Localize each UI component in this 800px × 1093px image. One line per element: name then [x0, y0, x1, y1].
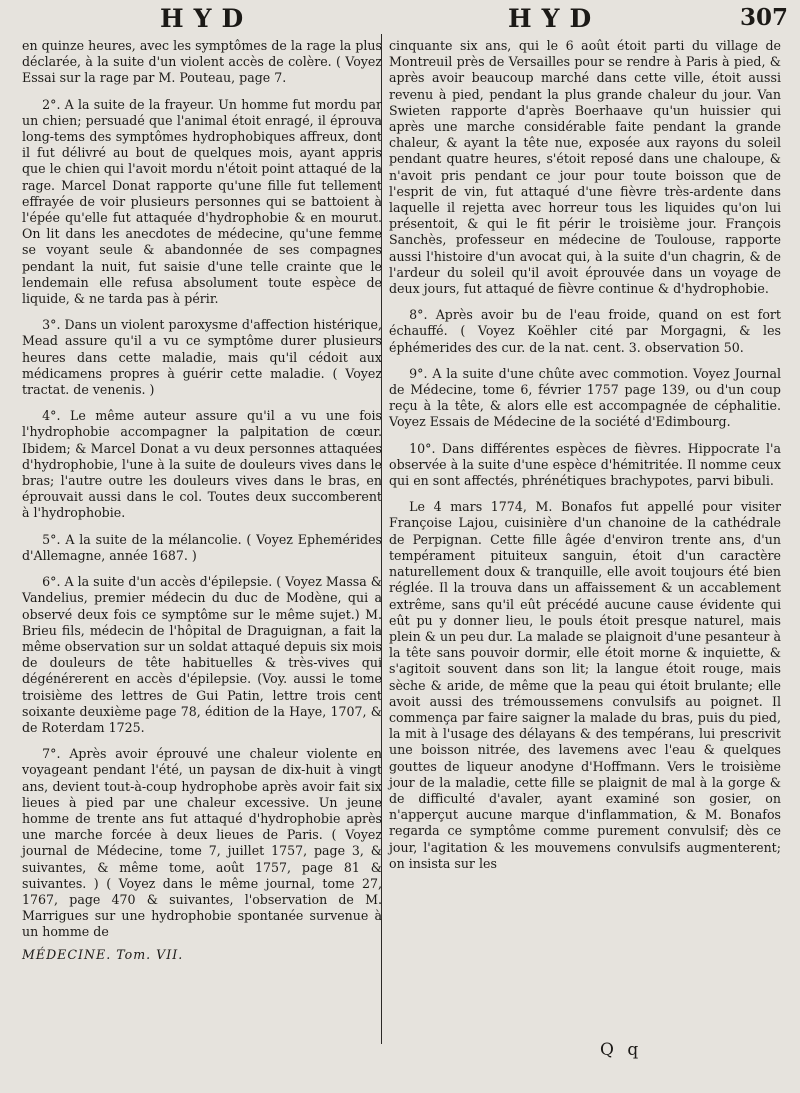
paragraph: 9°. A la suite d'une chûte avec commotion. Voyez Journal de Médecine, tome 6, février 1757 page 139, ou d'un coup reçu à la tête, & alors elle est accompagnée de céphalitie. Voyez Essais de Médecine de la société d'Edimbourg. — [389, 365, 781, 430]
running-head-right: HYD — [508, 4, 602, 33]
paragraph: 4°. Le même auteur assure qu'il a vu une fois l'hydrophobie accompagner la palpitation de cœur. Ibidem; & Marcel Donat a vu deux personnes attaquées d'hydrophobie, l'une à la suite de douleurs vives dans le bras; l'autre outre les douleurs vives dans le bras, en éprouvait aussi dans le col. Toutes deux succomberent à l'hydrophobie. — [22, 408, 382, 521]
paragraph: 10°. Dans différentes espèces de fièvres. Hippocrate l'a observée à la suite d'une espèce d'hémitritée. Il nomme ceux qui en sont affectés, phrénétiques brachypotes, parvi bibuli. — [389, 440, 781, 489]
paragraph: en quinze heures, avec les symptômes de la rage la plus déclarée, à la suite d'un violent accès de colère. ( Voyez Essai sur la rage par M. Pouteau, page 7. — [22, 38, 382, 86]
running-head-left: HYD — [160, 4, 254, 33]
paragraph: 7°. Après avoir éprouvé une chaleur violente en voyageant pendant l'été, un paysan de dix-huit à vingt ans, devient tout-à-coup hydrophobe après avoir fait six lieues à pied par une chaleur excessive. Un jeune homme de trente ans fut attaqué d'hydrophobie après une marche forcée à deux lieues de Paris. ( Voyez journal de Médecine, tome 7, juillet 1757, page 3, & suivantes, & même tome, août 1757, page 81 & suivantes. ) ( Voyez dans le même journal, tome 27, 1767, page 470 & suivantes, l'observation de M. Marrigues sur une hydrophobie spontanée survenue à un homme de — [22, 746, 382, 940]
volume-footer: MÉDECINE. Tom. VII. — [22, 946, 184, 962]
paragraph: 8°. Après avoir bu de l'eau froide, quand on est fort échauffé. ( Voyez Koëhler cité par Morgagni, & les éphémerides des cur. de la nat. cent. 3. observation 50. — [389, 307, 781, 355]
right-column — [389, 38, 781, 882]
paragraph: 5°. A la suite de la mélancolie. ( Voyez Ephemérides d'Allemagne, année 1687. ) — [22, 531, 382, 563]
paragraph: 6°. A la suite d'un accès d'épilepsie. ( Voyez Massa & Vandelius, premier médecin du duc de Modène, qui a observé deux fois ce symptôme sur le même sujet.) M. Brieu fils, médecin de l'hôpital de Draguignan, a fait la même observation sur un soldat attaqué depuis six mois de douleurs de tête habituelles & très-vives qui dégénérerent en accès d'épilepsie. (Voy. aussi le tome troisième des lettres de Gui Patin, lettre trois cent soixante deuxième page 78, édition de la Haye, 1707, & de Roterdam 1725. — [22, 574, 382, 735]
paragraph: Le 4 mars 1774, M. Bonafos fut appellé pour visiter Françoise Lajou, cuisinière d'un chanoine de la cathédrale de Perpignan. Cette fille âgée d'environ trente ans, d'un tempérament pituiteux sanguin, étoit d'un caractère naturellement doux & tranquille, elle avoit toujours été bien réglée. Il la trouva dans un affaissement & un accablement extrême, sans qu'il eût précédé aucune cause évidente qui eût pu y donner lieu, le pouls étoit presque naturel, mais plein & un peu dur. La malade se plaignoit d'une pesanteur à la tête sans pouvoir dormir, elle étoit morne & inquiette, & s'agitoit souvent dans son lit; la langue étoit rouge, mais sèche & aride, de même que la peau qui étoit brulante; elle avoit aussi des trémoussemens convulsifs au poignet. Il commença par faire saigner la malade du bras, puis du pied, la mit à l'usage des délayans & des tempérans, lui prescrivit une boisson nitrée, des lavemens avec l'eau & quelques gouttes de liqueur anodyne d'Hoffmann. Vers le troisième jour de la maladie, cette fille se plaignit de mal à la gorge & de difficulté d'avaler, ayant examiné son gosier, on n'apperçut aucune marque d'inflammation, & M. Bonafos regarda ce symptôme comme purement convulsif; dès ce jour, l'agitation & les mouvemens convulsifs augmenterent; on insista sur les — [389, 499, 781, 871]
paragraph: 2°. A la suite de la frayeur. Un homme fut mordu par un chien; persuadé que l'animal étoit enragé, il éprouva long-tems des symptômes hydrophobiques affreux, dont il fut délivré au bout de quelques mois, ayant appris que le chien qui l'avoit mordu n'étoit point attaqué de la rage. Marcel Donat rapporte qu'une fille fut tellement effrayée de voir plusieurs personnes qui se battoient à l'épée qu'elle fut attaquée d'hydrophobie & en mourut. On lit dans les anecdotes de médecine, qu'une femme se voyant seule & abandonnée de ses compagnes pendant la nuit, fut saisie d'une telle crainte que le lendemain elle refusa absolument toute espèce de liquide, & ne tarda pas à périr. — [22, 96, 383, 307]
paragraph: cinquante six ans, qui le 6 août étoit parti du village de Montreuil près de Versailles pour se rendre à Paris à pied, & après avoir beaucoup marché dans cette ville, étoit aussi revenu à pied, pendant la plus grande chaleur du jour. Van Swieten rapporte d'après Boerhaave qu'un huissier qui après une marche considérable faite pendant la grande chaleur, & ayant la tête nue, exposée aux rayons du soleil pendant quatre heures, s'étoit reposé dans une chaloupe, & n'avoit pris pendant ce jour pour toute boisson que de l'esprit de vin, fut attaqué d'une fièvre très-ardente dans laquelle il rejetta avec horreur tous les liquides qu'on lui présentoit, & qui le fit périr le troisième jour. François Sanchès, professeur en médecine de Toulouse, rapporte aussi l'histoire d'un avocat qui, à la suite d'un chagrin, & de l'ardeur du soleil qu'il avoit éprouvée dans un voyage de deux jours, fut attaqué de fièvre continue & d'hydrophobie. — [389, 38, 781, 297]
paragraph: 3°. Dans un violent paroxysme d'affection histérique, Mead assure qu'il a vu ce symptôme durer plusieurs heures dans cette maladie, mais qu'il cédoit aux médicamens propres à guérir cette maladie. ( Voyez tractat. de venenis. ) — [22, 317, 382, 398]
page-number: 307 — [739, 4, 788, 31]
left-column — [22, 38, 382, 973]
printer-signature: Q q — [600, 1040, 643, 1060]
